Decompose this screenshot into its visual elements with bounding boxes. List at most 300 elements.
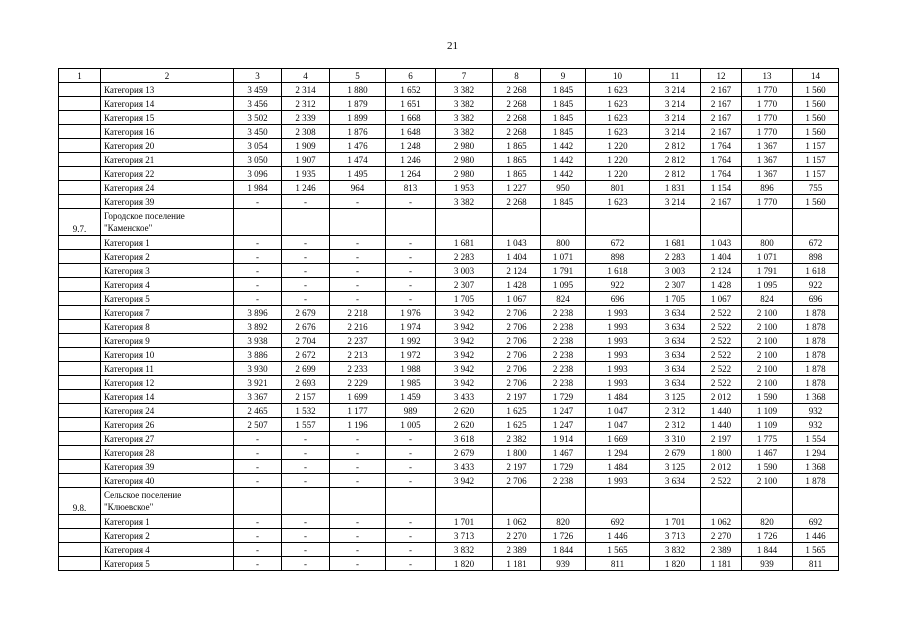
column-header: 3 — [234, 69, 282, 83]
value-cell: 3 832 — [650, 543, 701, 557]
value-cell: 3 921 — [234, 376, 282, 390]
value-cell: - — [234, 195, 282, 209]
table-row — [59, 460, 839, 474]
category-name: Категория 1 — [101, 236, 234, 250]
table-row — [59, 515, 839, 529]
value-cell: - — [234, 292, 282, 306]
value-cell: 1 993 — [586, 320, 650, 334]
value-cell: - — [234, 557, 282, 571]
row-code — [59, 418, 101, 432]
value-cell: 1 878 — [793, 362, 839, 376]
value-cell: 1 726 — [541, 529, 586, 543]
value-cell: 3 942 — [436, 376, 493, 390]
value-cell: 1 247 — [541, 418, 586, 432]
category-name: Категория 5 — [101, 557, 234, 571]
row-code — [59, 195, 101, 209]
value-cell: 2 268 — [493, 111, 541, 125]
value-cell: 1 993 — [586, 362, 650, 376]
category-name: Категория 20 — [101, 139, 234, 153]
value-cell: 1 560 — [793, 83, 839, 97]
row-code — [59, 376, 101, 390]
row-code — [59, 474, 101, 488]
value-cell — [701, 488, 742, 515]
value-cell: 1 565 — [793, 543, 839, 557]
value-cell: 672 — [586, 236, 650, 250]
value-cell: 2 704 — [282, 334, 330, 348]
value-cell: - — [386, 292, 436, 306]
value-cell: 1 459 — [386, 390, 436, 404]
value-cell: 3 367 — [234, 390, 282, 404]
value-cell: 3 942 — [436, 334, 493, 348]
category-name: Категория 16 — [101, 125, 234, 139]
category-name: Категория 9 — [101, 334, 234, 348]
category-name: Категория 4 — [101, 278, 234, 292]
value-cell: 1 560 — [793, 195, 839, 209]
value-cell: 2 237 — [330, 334, 386, 348]
value-cell — [586, 488, 650, 515]
row-code — [59, 348, 101, 362]
value-cell: 1 467 — [541, 446, 586, 460]
value-cell: - — [330, 292, 386, 306]
value-cell: 2 620 — [436, 404, 493, 418]
value-cell: 2 012 — [701, 460, 742, 474]
value-cell: 1 442 — [541, 153, 586, 167]
value-cell: 3 054 — [234, 139, 282, 153]
value-cell: 1 062 — [701, 515, 742, 529]
value-cell: 2 270 — [701, 529, 742, 543]
value-cell: - — [282, 474, 330, 488]
value-cell: 1 476 — [330, 139, 386, 153]
value-cell: 3 832 — [436, 543, 493, 557]
value-cell: 1 095 — [742, 278, 793, 292]
value-cell: 1 227 — [493, 181, 541, 195]
value-cell: 1 729 — [541, 390, 586, 404]
value-cell: 932 — [793, 404, 839, 418]
value-cell: - — [330, 515, 386, 529]
value-cell: 2 679 — [282, 306, 330, 320]
value-cell: 3 892 — [234, 320, 282, 334]
value-cell: 2 699 — [282, 362, 330, 376]
value-cell: 1 005 — [386, 418, 436, 432]
value-cell: - — [234, 543, 282, 557]
section-row — [59, 488, 839, 515]
value-cell: 1 623 — [586, 195, 650, 209]
column-header: 11 — [650, 69, 701, 83]
value-cell — [386, 488, 436, 515]
row-code — [59, 557, 101, 571]
value-cell: 2 100 — [742, 348, 793, 362]
value-cell: 1 764 — [701, 167, 742, 181]
table-row — [59, 362, 839, 376]
value-cell: 2 238 — [541, 474, 586, 488]
value-cell — [541, 209, 586, 236]
value-cell: 1 590 — [742, 390, 793, 404]
value-cell: 1 484 — [586, 390, 650, 404]
value-cell: 2 270 — [493, 529, 541, 543]
value-cell: 1 974 — [386, 320, 436, 334]
category-name: Категория 8 — [101, 320, 234, 334]
value-cell: 3 942 — [436, 474, 493, 488]
value-cell: 1 988 — [386, 362, 436, 376]
value-cell: 1 404 — [493, 250, 541, 264]
value-cell: 1 726 — [742, 529, 793, 543]
table-row — [59, 97, 839, 111]
value-cell: 1 043 — [701, 236, 742, 250]
table-row — [59, 348, 839, 362]
value-cell: 2 465 — [234, 404, 282, 418]
value-cell: 1 248 — [386, 139, 436, 153]
value-cell: 2 980 — [436, 153, 493, 167]
value-cell: 2 676 — [282, 320, 330, 334]
table-row — [59, 125, 839, 139]
value-cell: 3 450 — [234, 125, 282, 139]
value-cell: 2 706 — [493, 334, 541, 348]
value-cell: 964 — [330, 181, 386, 195]
column-header: 10 — [586, 69, 650, 83]
tariff-table — [58, 68, 839, 571]
value-cell: 2 012 — [701, 390, 742, 404]
value-cell: 696 — [586, 292, 650, 306]
value-cell: 3 214 — [650, 195, 701, 209]
value-cell: 1 652 — [386, 83, 436, 97]
value-cell: 2 706 — [493, 320, 541, 334]
row-code — [59, 97, 101, 111]
value-cell: 1 623 — [586, 125, 650, 139]
value-cell: - — [386, 460, 436, 474]
value-cell: 2 238 — [541, 334, 586, 348]
value-cell: 2 233 — [330, 362, 386, 376]
value-cell: - — [330, 250, 386, 264]
row-code: 9.8. — [59, 488, 101, 515]
value-cell: 1 446 — [586, 529, 650, 543]
value-cell: 1 067 — [701, 292, 742, 306]
value-cell: 1 062 — [493, 515, 541, 529]
value-cell: 1 623 — [586, 97, 650, 111]
value-cell: 800 — [742, 236, 793, 250]
value-cell — [793, 488, 839, 515]
value-cell: 2 100 — [742, 334, 793, 348]
value-cell: - — [330, 460, 386, 474]
value-cell: 3 634 — [650, 376, 701, 390]
value-cell: 2 679 — [650, 446, 701, 460]
value-cell: 2 980 — [436, 139, 493, 153]
value-cell: 3 942 — [436, 362, 493, 376]
value-cell: 1 668 — [386, 111, 436, 125]
row-code — [59, 153, 101, 167]
value-cell: 1 764 — [701, 153, 742, 167]
value-cell: 1 404 — [701, 250, 742, 264]
value-cell: 3 634 — [650, 334, 701, 348]
table-row — [59, 278, 839, 292]
value-cell: 1 560 — [793, 97, 839, 111]
value-cell: 2 167 — [701, 97, 742, 111]
value-cell: - — [386, 432, 436, 446]
value-cell: 1 440 — [701, 418, 742, 432]
value-cell: 1 993 — [586, 334, 650, 348]
value-cell: 1 914 — [541, 432, 586, 446]
table-row — [59, 167, 839, 181]
table-row — [59, 250, 839, 264]
table-row — [59, 543, 839, 557]
value-cell: 3 433 — [436, 460, 493, 474]
value-cell: 3 502 — [234, 111, 282, 125]
value-cell: 811 — [793, 557, 839, 571]
value-cell — [493, 488, 541, 515]
value-cell: 2 268 — [493, 125, 541, 139]
table-row — [59, 446, 839, 460]
value-cell: 3 003 — [650, 264, 701, 278]
value-cell: - — [386, 195, 436, 209]
value-cell — [386, 209, 436, 236]
value-cell: 1 618 — [586, 264, 650, 278]
value-cell: - — [386, 236, 436, 250]
value-cell: 3 634 — [650, 320, 701, 334]
value-cell: 2 679 — [436, 446, 493, 460]
row-code — [59, 390, 101, 404]
value-cell: 2 339 — [282, 111, 330, 125]
value-cell: 3 382 — [436, 195, 493, 209]
value-cell: - — [282, 195, 330, 209]
value-cell: 1 865 — [493, 139, 541, 153]
value-cell: 989 — [386, 404, 436, 418]
value-cell: 1 474 — [330, 153, 386, 167]
value-cell: 1 157 — [793, 167, 839, 181]
value-cell — [234, 209, 282, 236]
value-cell: 2 213 — [330, 348, 386, 362]
value-cell: - — [330, 278, 386, 292]
value-cell: 3 003 — [436, 264, 493, 278]
value-cell — [282, 488, 330, 515]
value-cell: 2 100 — [742, 320, 793, 334]
column-header: 2 — [101, 69, 234, 83]
value-cell: 1 181 — [493, 557, 541, 571]
value-cell: 2 100 — [742, 306, 793, 320]
value-cell: 813 — [386, 181, 436, 195]
value-cell: 2 312 — [650, 418, 701, 432]
value-cell: - — [386, 264, 436, 278]
value-cell: 2 812 — [650, 153, 701, 167]
table-row — [59, 181, 839, 195]
value-cell: 1 844 — [742, 543, 793, 557]
value-cell: 898 — [793, 250, 839, 264]
value-cell: - — [330, 264, 386, 278]
value-cell: 3 938 — [234, 334, 282, 348]
value-cell: 1 442 — [541, 167, 586, 181]
value-cell: 1 368 — [793, 460, 839, 474]
value-cell: 2 507 — [234, 418, 282, 432]
value-cell: 2 314 — [282, 83, 330, 97]
value-cell: 3 382 — [436, 97, 493, 111]
value-cell: 824 — [742, 292, 793, 306]
value-cell: 1 879 — [330, 97, 386, 111]
table-row — [59, 264, 839, 278]
value-cell: 1 220 — [586, 167, 650, 181]
value-cell: 1 246 — [386, 153, 436, 167]
value-cell — [650, 488, 701, 515]
value-cell: - — [234, 515, 282, 529]
value-cell: 2 307 — [650, 278, 701, 292]
category-name: Категория 22 — [101, 167, 234, 181]
value-cell: - — [330, 236, 386, 250]
value-cell: 1 764 — [701, 139, 742, 153]
category-name: Категория 40 — [101, 474, 234, 488]
value-cell: 939 — [742, 557, 793, 571]
value-cell: 1 368 — [793, 390, 839, 404]
value-cell: 1 177 — [330, 404, 386, 418]
value-cell: 1 294 — [586, 446, 650, 460]
value-cell: 1 428 — [493, 278, 541, 292]
value-cell: 672 — [793, 236, 839, 250]
value-cell: 3 930 — [234, 362, 282, 376]
category-name: Категория 13 — [101, 83, 234, 97]
value-cell: 1 247 — [541, 404, 586, 418]
value-cell: 2 308 — [282, 125, 330, 139]
value-cell: 2 268 — [493, 195, 541, 209]
value-cell: 1 953 — [436, 181, 493, 195]
value-cell: 1 109 — [742, 404, 793, 418]
category-name: Категория 4 — [101, 543, 234, 557]
value-cell: 2 124 — [701, 264, 742, 278]
value-cell: 1 446 — [793, 529, 839, 543]
value-cell: 2 124 — [493, 264, 541, 278]
column-header: 14 — [793, 69, 839, 83]
row-code — [59, 264, 101, 278]
value-cell: - — [234, 460, 282, 474]
value-cell: 1 560 — [793, 125, 839, 139]
value-cell: 1 985 — [386, 376, 436, 390]
value-cell: 2 238 — [541, 362, 586, 376]
value-cell: 1 532 — [282, 404, 330, 418]
value-cell: 1 554 — [793, 432, 839, 446]
value-cell: 1 770 — [742, 195, 793, 209]
value-cell: 1 993 — [586, 348, 650, 362]
row-code: 9.7. — [59, 209, 101, 236]
value-cell: 1 701 — [436, 515, 493, 529]
value-cell: - — [282, 557, 330, 571]
value-cell: - — [234, 529, 282, 543]
value-cell: 932 — [793, 418, 839, 432]
section-row — [59, 209, 839, 236]
value-cell: 2 100 — [742, 376, 793, 390]
category-name: Категория 24 — [101, 181, 234, 195]
value-cell: 3 310 — [650, 432, 701, 446]
value-cell: - — [282, 446, 330, 460]
value-cell: 2 522 — [701, 306, 742, 320]
column-header: 12 — [701, 69, 742, 83]
value-cell: 3 125 — [650, 460, 701, 474]
column-header: 8 — [493, 69, 541, 83]
value-cell: 2 167 — [701, 125, 742, 139]
value-cell: 3 634 — [650, 362, 701, 376]
value-cell: 1 775 — [742, 432, 793, 446]
value-cell: 1 246 — [282, 181, 330, 195]
value-cell: 1 565 — [586, 543, 650, 557]
value-cell: - — [330, 195, 386, 209]
value-cell: 2 980 — [436, 167, 493, 181]
table-row — [59, 320, 839, 334]
table-row — [59, 418, 839, 432]
value-cell: 2 522 — [701, 362, 742, 376]
value-cell: 2 268 — [493, 97, 541, 111]
value-cell: 1 681 — [436, 236, 493, 250]
section-name: Городское поселение "Каменское" — [101, 209, 234, 236]
value-cell: 1 648 — [386, 125, 436, 139]
table-row — [59, 111, 839, 125]
table-row — [59, 306, 839, 320]
value-cell: 1 367 — [742, 153, 793, 167]
value-cell: 1 367 — [742, 167, 793, 181]
value-cell: 1 047 — [586, 418, 650, 432]
row-code — [59, 432, 101, 446]
value-cell — [330, 209, 386, 236]
value-cell: 1 880 — [330, 83, 386, 97]
row-code — [59, 320, 101, 334]
table-row — [59, 474, 839, 488]
value-cell: 2 312 — [650, 404, 701, 418]
value-cell: 1 791 — [742, 264, 793, 278]
value-cell — [330, 488, 386, 515]
column-header: 9 — [541, 69, 586, 83]
value-cell — [436, 209, 493, 236]
category-name: Категория 28 — [101, 446, 234, 460]
row-code — [59, 181, 101, 195]
value-cell: - — [386, 278, 436, 292]
value-cell: 1 623 — [586, 111, 650, 125]
value-cell: 1 845 — [541, 83, 586, 97]
value-cell: 2 100 — [742, 474, 793, 488]
row-code — [59, 404, 101, 418]
value-cell: 1 557 — [282, 418, 330, 432]
value-cell — [234, 488, 282, 515]
value-cell: 1 294 — [793, 446, 839, 460]
value-cell: 2 283 — [436, 250, 493, 264]
value-cell: 3 942 — [436, 306, 493, 320]
value-cell: - — [234, 236, 282, 250]
value-cell — [493, 209, 541, 236]
value-cell: 2 229 — [330, 376, 386, 390]
value-cell: 1 865 — [493, 167, 541, 181]
value-cell: - — [386, 474, 436, 488]
value-cell: 1 845 — [541, 111, 586, 125]
value-cell: 3 713 — [436, 529, 493, 543]
row-code — [59, 543, 101, 557]
value-cell: - — [282, 278, 330, 292]
value-cell: 898 — [586, 250, 650, 264]
value-cell: 1 705 — [650, 292, 701, 306]
value-cell: 950 — [541, 181, 586, 195]
value-cell: 1 844 — [541, 543, 586, 557]
page-number: 21 — [447, 40, 458, 52]
category-name: Категория 3 — [101, 264, 234, 278]
value-cell: 1 800 — [493, 446, 541, 460]
value-cell: - — [282, 432, 330, 446]
value-cell: 1 878 — [793, 474, 839, 488]
value-cell: 800 — [541, 236, 586, 250]
table-row — [59, 334, 839, 348]
value-cell: 2 706 — [493, 348, 541, 362]
value-cell: 2 238 — [541, 376, 586, 390]
row-code — [59, 125, 101, 139]
value-cell: 3 896 — [234, 306, 282, 320]
value-cell: 1 831 — [650, 181, 701, 195]
value-cell: 1 993 — [586, 376, 650, 390]
value-cell: - — [386, 250, 436, 264]
value-cell: 2 238 — [541, 348, 586, 362]
column-header: 5 — [330, 69, 386, 83]
value-cell — [586, 209, 650, 236]
value-cell: - — [386, 557, 436, 571]
table-row — [59, 153, 839, 167]
